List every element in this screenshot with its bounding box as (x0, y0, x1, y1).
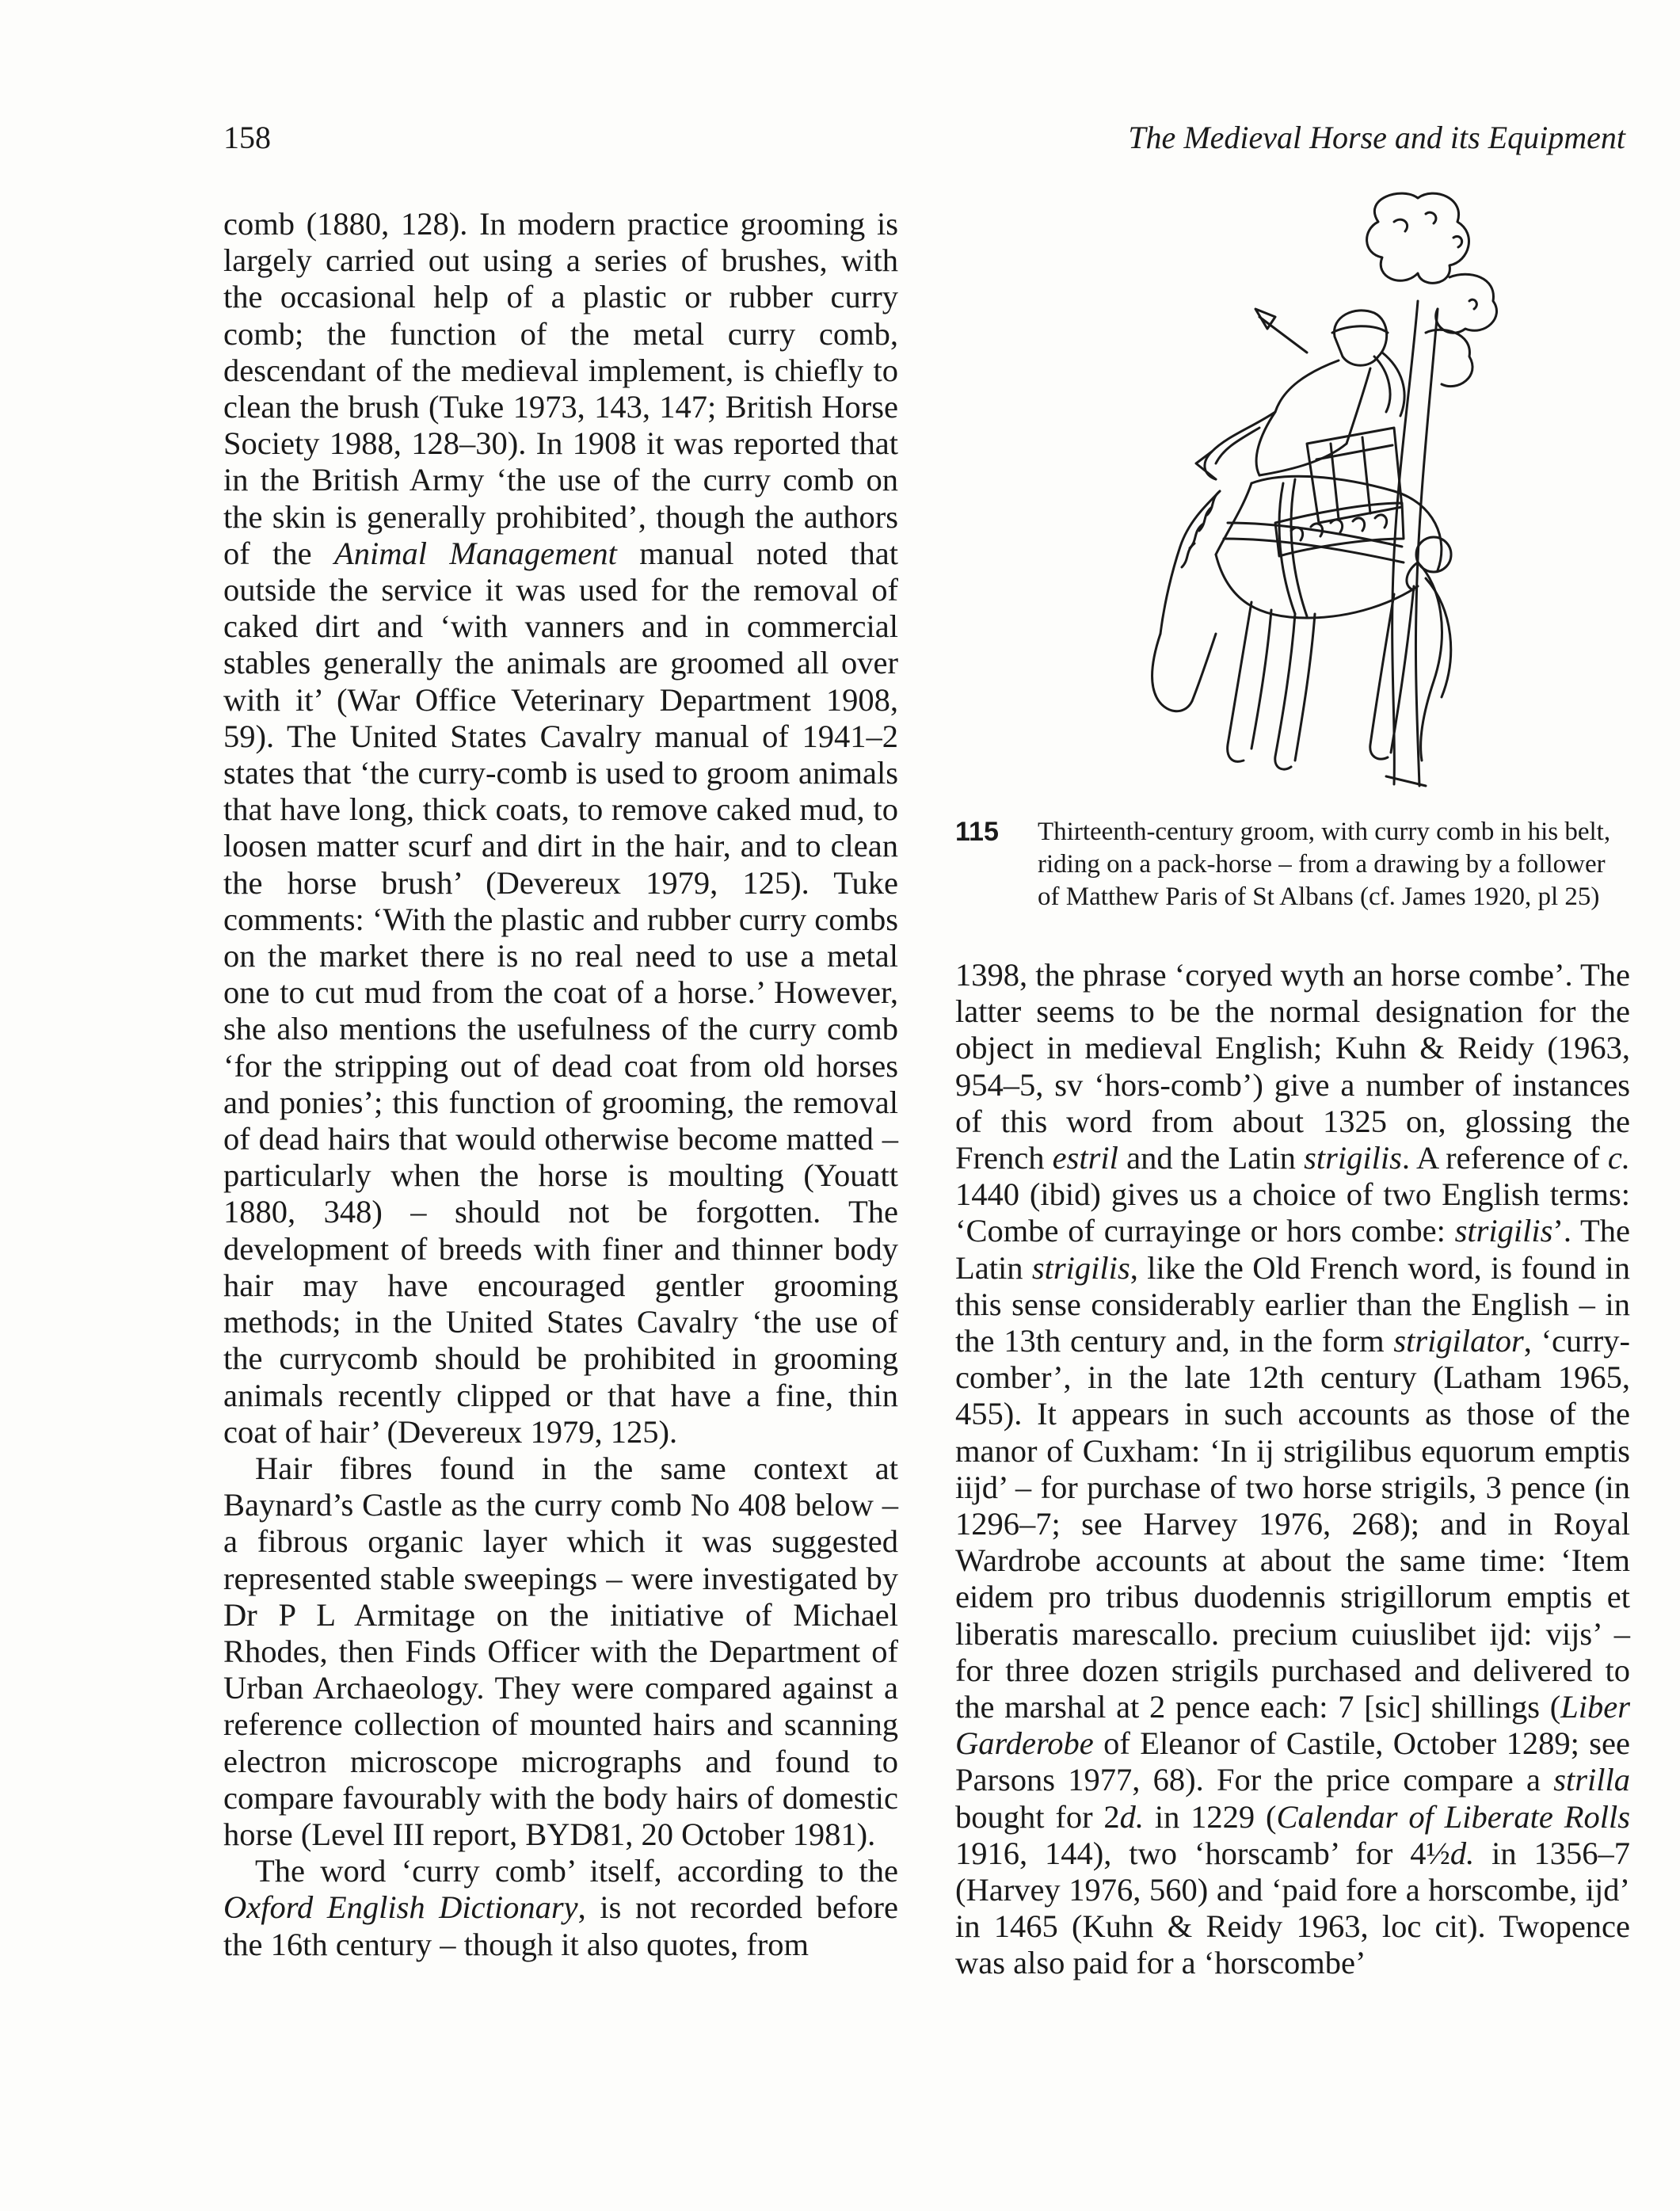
italic-text: strilla (1553, 1762, 1630, 1798)
text-run: 1916, 144), two ‘horscamb’ for 4½ (955, 1835, 1450, 1871)
italic-text: estril (1052, 1140, 1118, 1176)
left-column (223, 206, 898, 1963)
paragraph (223, 1450, 898, 1853)
page-header (223, 119, 1625, 166)
text-run: bought for 2 (955, 1798, 1120, 1835)
figure-caption-text: Thirteenth-century groom, with curry comb in his belt, riding on a pack-horse – from a drawing by a follower of Matthew Paris of St Albans (cf. James 1920, pl 25) (1038, 818, 1611, 911)
figure-caption (955, 816, 1630, 913)
horse-groom-illustration-icon (1022, 190, 1576, 792)
text-run: ’. The Latin (955, 1213, 1630, 1286)
text-run: of Eleanor of Castile, October 1289; see Parsons 1977, 68). For the price compare a (955, 1725, 1630, 1798)
italic-text: strigilis (1031, 1249, 1130, 1286)
text-run: , like the Old French word, is found in this sense considerably earlier than the English – in the 13th century and, in the form (955, 1249, 1630, 1359)
page-number: 158 (223, 120, 271, 155)
text-run: The word ‘curry comb’ itself, according to the (255, 1853, 898, 1889)
italic-text: strigilis (1304, 1140, 1402, 1176)
italic-text: Liber Garderobe (955, 1689, 1630, 1762)
text-run: , is not recorded before the 16th century – though it also quotes, from (223, 1889, 898, 1962)
text-run: , ‘curry-comber’, in the late 12th century (Latham 1965, 455). It appears in such accounts as those of the manor of Cuxham: ‘In ij strigilibus equorum emptis iijd’ – for purchase of two horse strigils, 3 pence (in 1296–7; see Harvey 1976, 268); and in Royal Wardrobe accounts at about the same time: ‘Item eidem pro tribus duodennis strigillorum emptis et liberatis marescallo. precium cuiuslibet ijd: vijs’ – for three dozen strigils purchased and delivered to the marshal at 2 pence each: 7 [sic] shillings ( (955, 1323, 1630, 1725)
figure-number: 115 (955, 817, 999, 847)
paragraph (223, 1853, 898, 1963)
figure-illustration (1022, 190, 1576, 792)
italic-text: c. (1607, 1140, 1630, 1176)
text-run: in 1229 ( (1144, 1798, 1277, 1835)
text-run: comb (1880, 128). In modern practice grooming is largely carried out using a series of brushes, with the occasional help of a plastic or rubber curry comb; the function of the metal curry comb, descendant of the medieval implement, is chiefly to clean the brush (Tuke 1973, 143, 147; British Horse Society 1988, 128–30). In 1908 it was reported that in the British Army ‘the use of the curry comb on the skin is generally prohibited’, though the authors of the (223, 206, 898, 571)
text-run: manual noted that outside the service it was used for the removal of caked dirt and ‘with vanners and in commercial stables generally the animals are groomed all over with it’ (War Office Veterinary Department 1908, 59). The United States Cavalry manual of 1941–2 states that ‘the curry-comb is used to groom animals that have long, thick coats, to remove caked mud, to loosen matter scurf and dirt in the hair, and to clean the horse brush’ (Devereux 1979, 125). Tuke comments: ‘With the plastic and rubber curry combs on the market there is no real need to use a metal one to cut mud from the coat of a horse.’ However, she also mentions the usefulness of the curry comb ‘for the stripping out of dead coat from old horses and ponies’; this function of grooming, the removal of dead hairs that would otherwise become matted – particularly when the horse is moulting (Youatt 1880, 348) – should not be forgotten. The development of breeds with finer and thinner body hair may have encouraged gentler grooming methods; in the United States Cavalry ‘the use of the currycomb should be prohibited in grooming animals recently clipped or that have a fine, thin coat of hair’ (Devereux 1979, 125). (223, 535, 899, 1450)
text-run: and the Latin (1118, 1140, 1305, 1176)
italic-text: strigilis (1454, 1213, 1553, 1249)
text-run: 1398, the phrase ‘coryed wyth an horse combe’. The latter seems to be the normal designation for the object in medieval English; Kuhn & Reidy (1963, 954–5, sv ‘hors-comb’) give a number of instances of this word from about 1325 on, glossing the French (955, 957, 1630, 1176)
text-run: . A reference of (1401, 1140, 1608, 1176)
text-run: Hair fibres found in the same context at Baynard’s Castle as the curry comb No 408 below – a fibrous organic layer which it was suggested represented stable sweepings – were investigated by Dr P L Armitage on the initiative of Michael Rhodes, then Finds Officer with the Department of Urban Archaeology. They were compared against a reference collection of mounted hairs and scanning electron microscope micrographs and found to compare favourably with the body hairs of domestic horse (Level III report, BYD81, 20 October 1981). (223, 1450, 898, 1852)
running-title: The Medieval Horse and its Equipment (1128, 120, 1625, 155)
italic-text: d. (1119, 1798, 1145, 1835)
text-run: in 1356–7 (Harvey 1976, 560) and ‘paid fore a horscombe, ijd’ in 1465 (Kuhn & Reidy 1963, loc cit). Twopence was also paid for a ‘horscombe’ (955, 1835, 1630, 1981)
italic-text: strigilator (1393, 1323, 1524, 1359)
right-column (955, 957, 1630, 1982)
italic-text: d. (1450, 1835, 1475, 1871)
paragraph (223, 206, 898, 1450)
italic-text: Oxford English Dictionary (223, 1889, 578, 1926)
italic-text: Animal Management (334, 535, 617, 571)
paragraph (955, 957, 1630, 1982)
text-run: 1440 (ibid) gives us a choice of two English terms: ‘Combe of currayinge or hors combe: (955, 1176, 1630, 1249)
italic-text: Calendar of Liberate Rolls (1276, 1798, 1630, 1835)
